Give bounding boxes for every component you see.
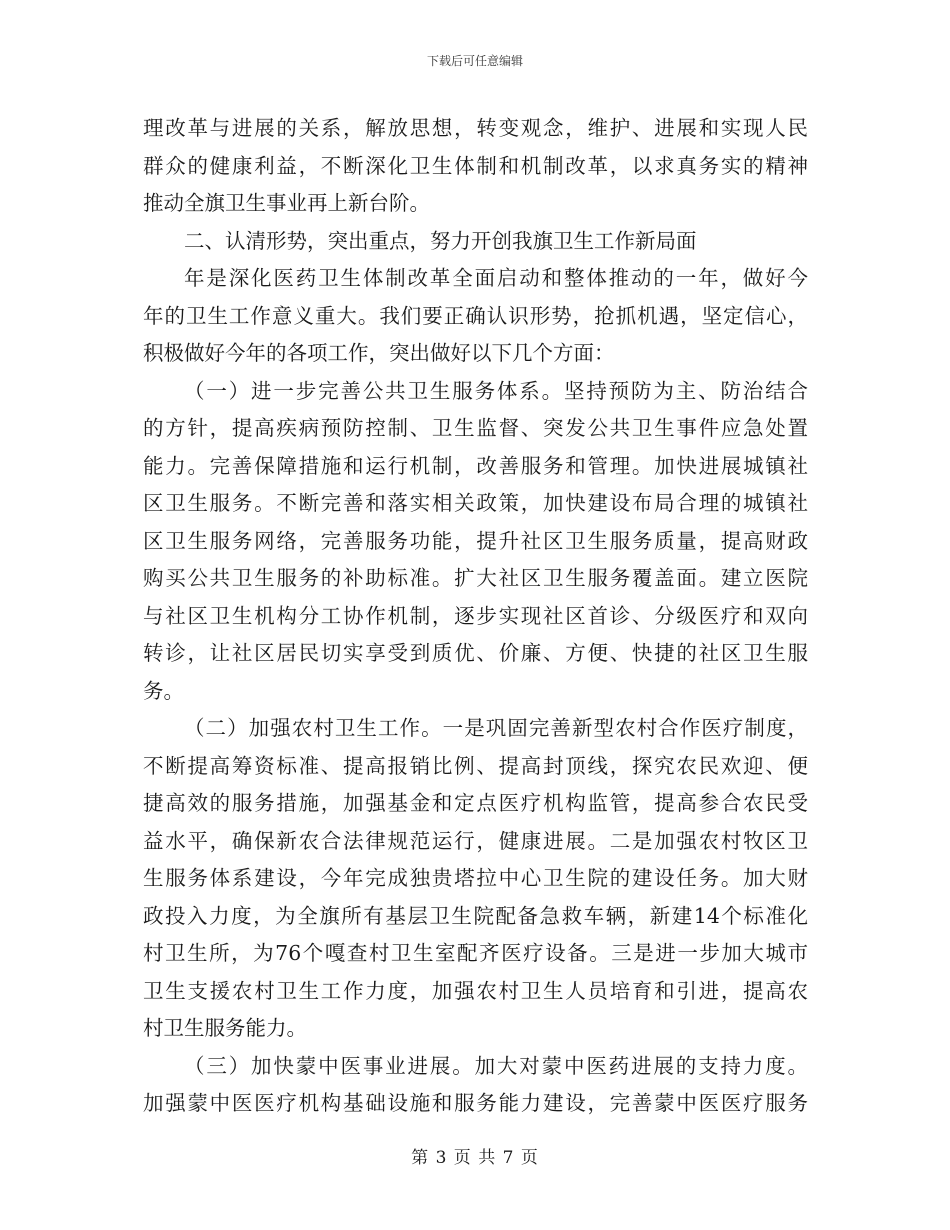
text-line: 年是深化医药卫生体制改革全面启动和整体推动的一年，做好今 [184,266,808,290]
text-line: 推动全旗卫生事业再上新台阶。 [143,191,430,215]
text-line: 务。 [143,678,184,703]
text-line: 年的卫生工作意义重大。我们要正确认识形势，抢抓机遇，坚定信心， [143,303,808,328]
page-footer: 第 3 页 共 7 页 [411,1148,539,1168]
text-line: 村卫生所，为76个嘎查村卫生室配齐医疗设备。三是进一步加大城市 [143,941,808,965]
text-line: 卫生支援农村卫生工作力度，加强农村卫生人员培育和引进，提高农 [143,978,808,1003]
text-line: 购买公共卫生服务的补助标准。扩大社区卫生服务覆盖面。建立医院 [143,566,808,590]
text-line: （三）加快蒙中医事业进展。加大对蒙中医药进展的支持力度。 [184,1053,808,1078]
text-line: 理改革与进展的关系，解放思想，转变观念，维护、进展和实现人民 [143,116,808,140]
text-line: 群众的健康利益，不断深化卫生体制和机制改革，以求真务实的精神 [143,153,808,178]
text-line: 能力。完善保障措施和运行机制，改善服务和管理。加快进展城镇社 [143,453,808,478]
text-line: 区卫生服务。不断完善和落实相关政策，加快建设布局合理的城镇社 [143,491,808,515]
text-line: 二、认清形势，突出重点，努力开创我旗卫生工作新局面 [184,228,697,253]
text-line: 捷高效的服务措施，加强基金和定点医疗机构监管，提高参合农民受 [143,791,808,815]
text-line: 的方针，提高疾病预防控制、卫生监督、突发公共卫生事件应急处置 [143,416,808,440]
text-line: 益水平，确保新农合法律规范运行，健康进展。二是加强农村牧区卫 [143,828,808,853]
text-line: 加强蒙中医医疗机构基础设施和服务能力建设，完善蒙中医医疗服务 [143,1091,808,1115]
text-line: 积极做好今年的各项工作，突出做好以下几个方面： [143,341,615,365]
document-body [143,110,808,1123]
text-line: 生服务体系建设，今年完成独贵塔拉中心卫生院的建设任务。加大财 [143,866,808,890]
text-line: （二）加强农村卫生工作。一是巩固完善新型农村合作医疗制度， [184,716,808,740]
text-line: （一）进一步完善公共卫生服务体系。坚持预防为主、防治结合 [184,378,808,403]
page-header: 下载后可任意编辑 [426,54,523,68]
text-line: 转诊，让社区居民切实享受到质优、价廉、方便、快捷的社区卫生服 [143,641,808,665]
text-line: 与社区卫生机构分工协作机制，逐步实现社区首诊、分级医疗和双向 [143,603,808,628]
text-line: 村卫生服务能力。 [143,1016,307,1040]
text-line: 政投入力度，为全旗所有基层卫生院配备急救车辆，新建14个标准化 [143,903,808,928]
text-line: 区卫生服务网络，完善服务功能，提升社区卫生服务质量，提高财政 [143,528,808,553]
text-line: 不断提高筹资标准、提高报销比例、提高封顶线，探究农民欢迎、便 [143,753,808,778]
